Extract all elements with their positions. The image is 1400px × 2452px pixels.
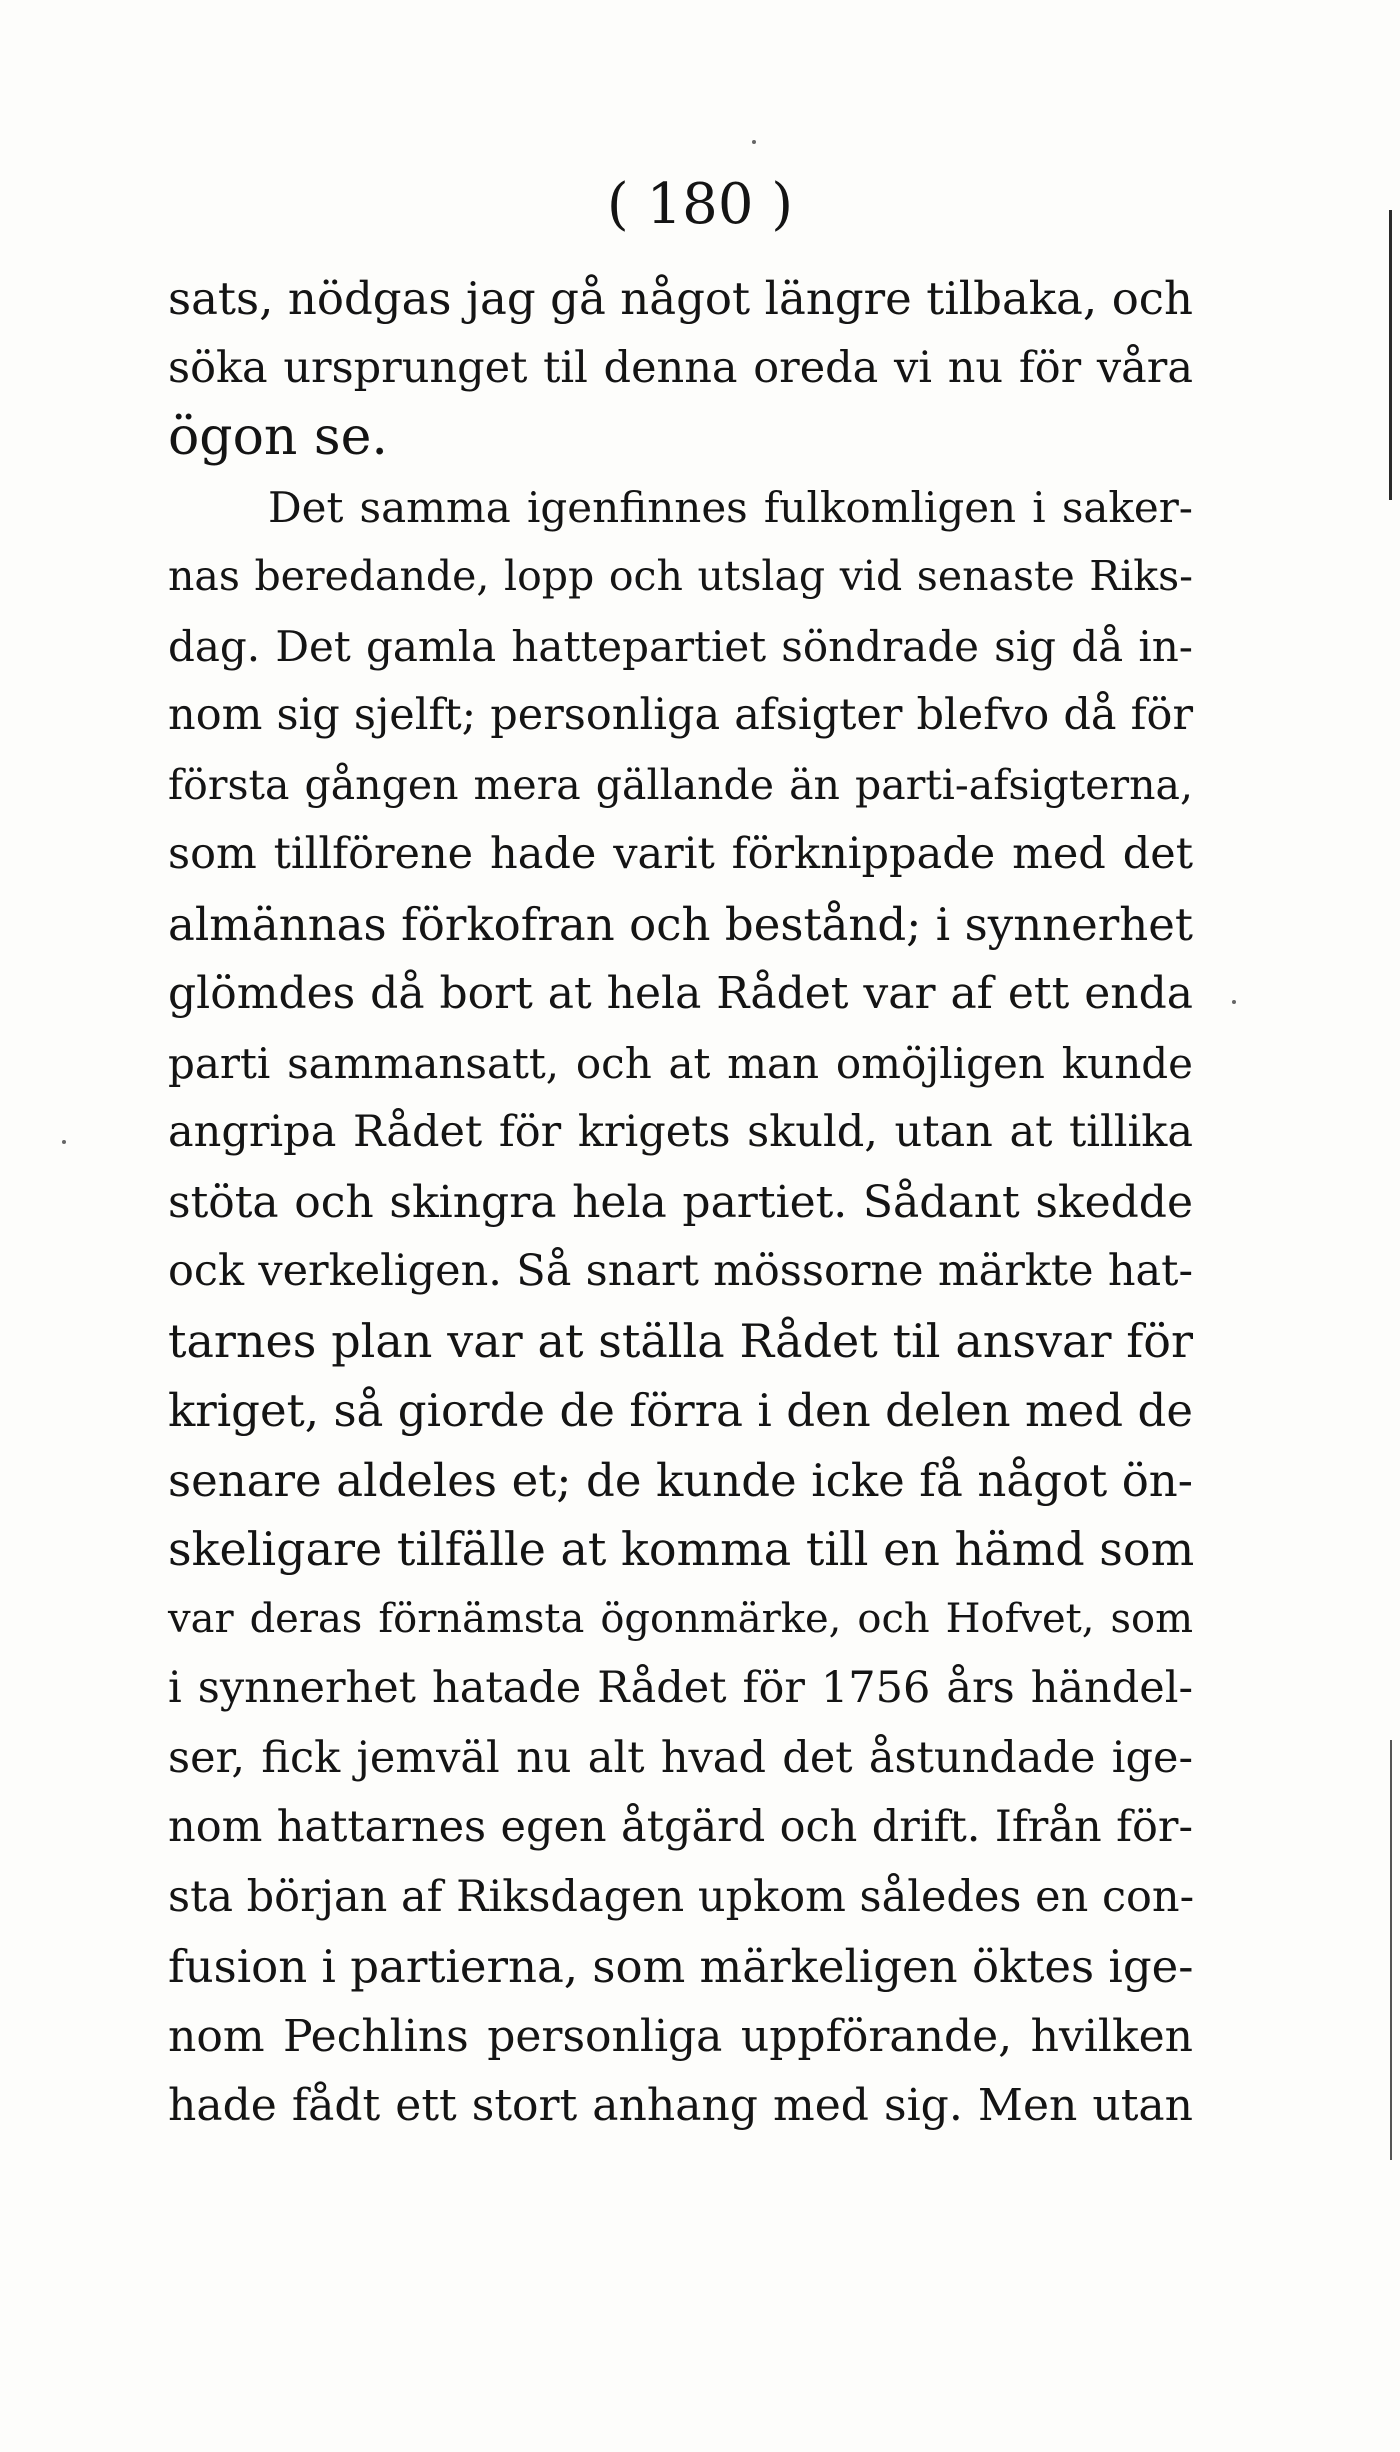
text-line: almännas förkofran och bestånd; i synnerhet xyxy=(168,897,1193,951)
text-line: Det samma igenfinnes fulkomligen i saker- xyxy=(268,482,1193,532)
text-line: parti sammansatt, och at man omöjligen kunde xyxy=(168,1038,1193,1088)
print-speck xyxy=(1232,1000,1236,1004)
text-line: angripa Rådet för krigets skuld, utan at tillika xyxy=(168,1107,1193,1157)
text-line: ser, fick jemväl nu alt hvad det åstundade ige- xyxy=(168,1732,1193,1783)
text-line: fusion i partierna, som märkeligen öktes ige- xyxy=(168,1940,1194,1993)
body-text xyxy=(168,264,1193,2141)
print-speck xyxy=(62,1140,66,1144)
text-line: söka ursprunget til denna oreda vi nu för våra xyxy=(168,342,1193,393)
text-line: sats, nödgas jag gå något längre tilbaka, och xyxy=(168,272,1193,325)
text-line: tarnes plan var at ställa Rådet til ansvar för xyxy=(168,1313,1193,1368)
text-line: skeligare tilfälle at komma till en hämd som xyxy=(168,1522,1195,1576)
text-line: ögon se. xyxy=(168,407,388,467)
text-line: första gången mera gällande än parti-afsigterna, xyxy=(168,760,1193,809)
text-line: som tillförene hade varit förknippade med det xyxy=(168,829,1193,879)
text-line: kriget, så giorde de förra i den delen med de xyxy=(168,1384,1193,1437)
text-line: nom sig sjelft; personliga afsigter blefvo då för xyxy=(168,690,1193,740)
text-line: nas beredande, lopp och utslag vid senaste Riks- xyxy=(168,552,1193,600)
text-line: i synnerhet hatade Rådet för 1756 års händel- xyxy=(168,1663,1193,1713)
text-line: glömdes då bort at hela Rådet var af ett enda xyxy=(168,968,1193,1019)
text-line: var deras förnämsta ögonmärke, och Hofvet, som xyxy=(168,1595,1193,1642)
text-line: stöta och skingra hela partiet. Sådant skedde xyxy=(168,1176,1193,1228)
page-edge-shadow-lower xyxy=(1390,1740,1392,2160)
page-edge-shadow xyxy=(1389,210,1392,500)
text-line: sta början af Riksdagen upkom således en con- xyxy=(168,1871,1195,1922)
text-line: nom Pechlins personliga uppförande, hvilken xyxy=(168,2010,1193,2062)
text-line: dag. Det gamla hattepartiet söndrade sig då in- xyxy=(168,621,1193,671)
text-line: hade fådt ett stort anhang med sig. Men utan xyxy=(168,2080,1193,2131)
print-speck xyxy=(752,140,756,144)
text-line: ock verkeligen. Så snart mössorne märkte hat- xyxy=(168,1246,1193,1296)
text-line: senare aldeles et; de kunde icke få något ön- xyxy=(168,1453,1193,1507)
page-number-header: ( 180 ) xyxy=(606,172,794,237)
text-line: nom hattarnes egen åtgärd och drift. Ifrån för- xyxy=(168,1802,1193,1852)
